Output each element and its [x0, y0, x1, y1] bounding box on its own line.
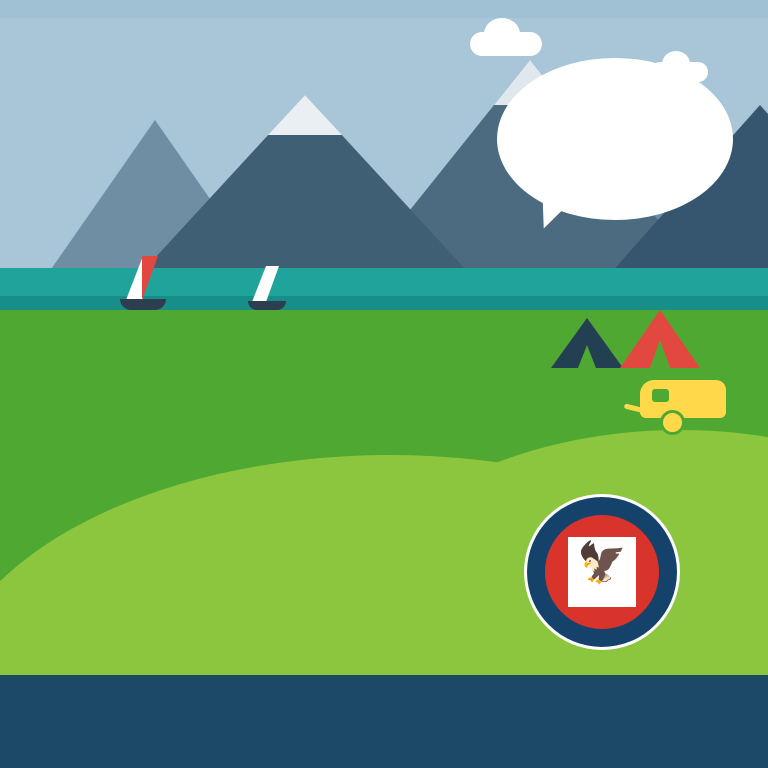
cloud-icon: [470, 32, 542, 56]
tent-door: [578, 345, 596, 368]
logo-text-bottom: [527, 497, 677, 647]
sail-white-2: [266, 266, 279, 302]
boat-hull: [120, 299, 166, 310]
mountain-snowcap: [268, 95, 342, 135]
caravan-wheel: [660, 410, 685, 435]
footer-bar: [0, 675, 768, 768]
caravan-window: [652, 389, 669, 402]
sky-top-band: [0, 0, 768, 18]
tent-door: [650, 340, 670, 368]
speech-bubble: [497, 58, 733, 220]
sailboat-icon: [120, 252, 176, 310]
sail-white: [252, 266, 266, 302]
lake-water-shadow: [0, 296, 768, 310]
sanitary-inspection-logo: [527, 497, 677, 647]
sail-red: [142, 256, 158, 300]
sail-white: [126, 256, 143, 300]
eagle-glyph: 🦅: [577, 541, 627, 585]
boat-hull: [248, 301, 286, 310]
sailboat-icon: [248, 262, 298, 310]
